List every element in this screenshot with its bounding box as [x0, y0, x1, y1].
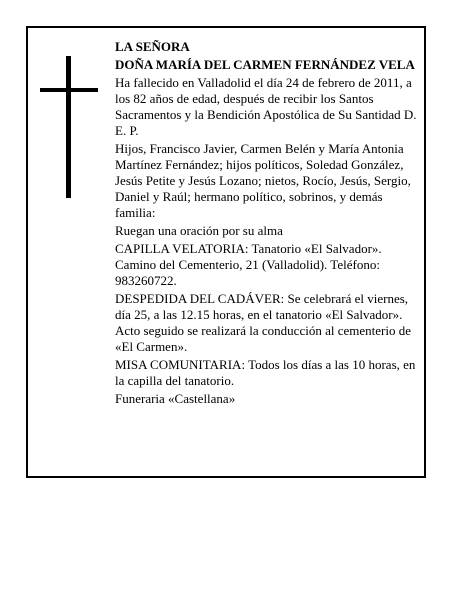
- deceased-title: LA SEÑORA: [115, 39, 190, 54]
- prayer-request: Ruegan una oración por su alma: [115, 223, 283, 238]
- death-announcement: Ha fallecido en Valladolid el día 24 de febrero de 2011, a los 82 años de edad, después de recibir los Santos Sacramentos y la Bendición Apostólica de Su Santidad D. E. P.: [115, 75, 417, 138]
- family-list: Hijos, Francisco Javier, Carmen Belén y María Antonia Martínez Fernández; hijos políticos, Soledad González, Jesús Petite y Jesús Lozano; nietos, Rocío, Jesús, Sergio, Daniel y Raúl; hermano político, sobrinos, y demás familia:: [115, 141, 411, 220]
- deceased-name: DOÑA MARÍA DEL CARMEN FERNÁNDEZ VELA: [115, 57, 415, 72]
- mass-info: MISA COMUNITARIA: Todos los días a las 10 horas, en la capilla del tanatorio.: [115, 357, 416, 388]
- cross-horizontal-bar: [40, 88, 98, 92]
- wake-chapel-info: CAPILLA VELATORIA: Tanatorio «El Salvador». Camino del Cementerio, 21 (Valladolid). Teléfono: 983260722.: [115, 241, 382, 288]
- farewell-info: DESPEDIDA DEL CADÁVER: Se celebrará el viernes, día 25, a las 12.15 horas, en el tanatorio «El Salvador». Acto seguido se realizará la conducción al cementerio de «El Carmen».: [115, 291, 411, 354]
- obituary-text: [115, 39, 419, 409]
- cross-vertical-bar: [66, 56, 71, 198]
- obituary-notice: [26, 26, 426, 478]
- funeral-home: Funeraria «Castellana»: [115, 391, 236, 406]
